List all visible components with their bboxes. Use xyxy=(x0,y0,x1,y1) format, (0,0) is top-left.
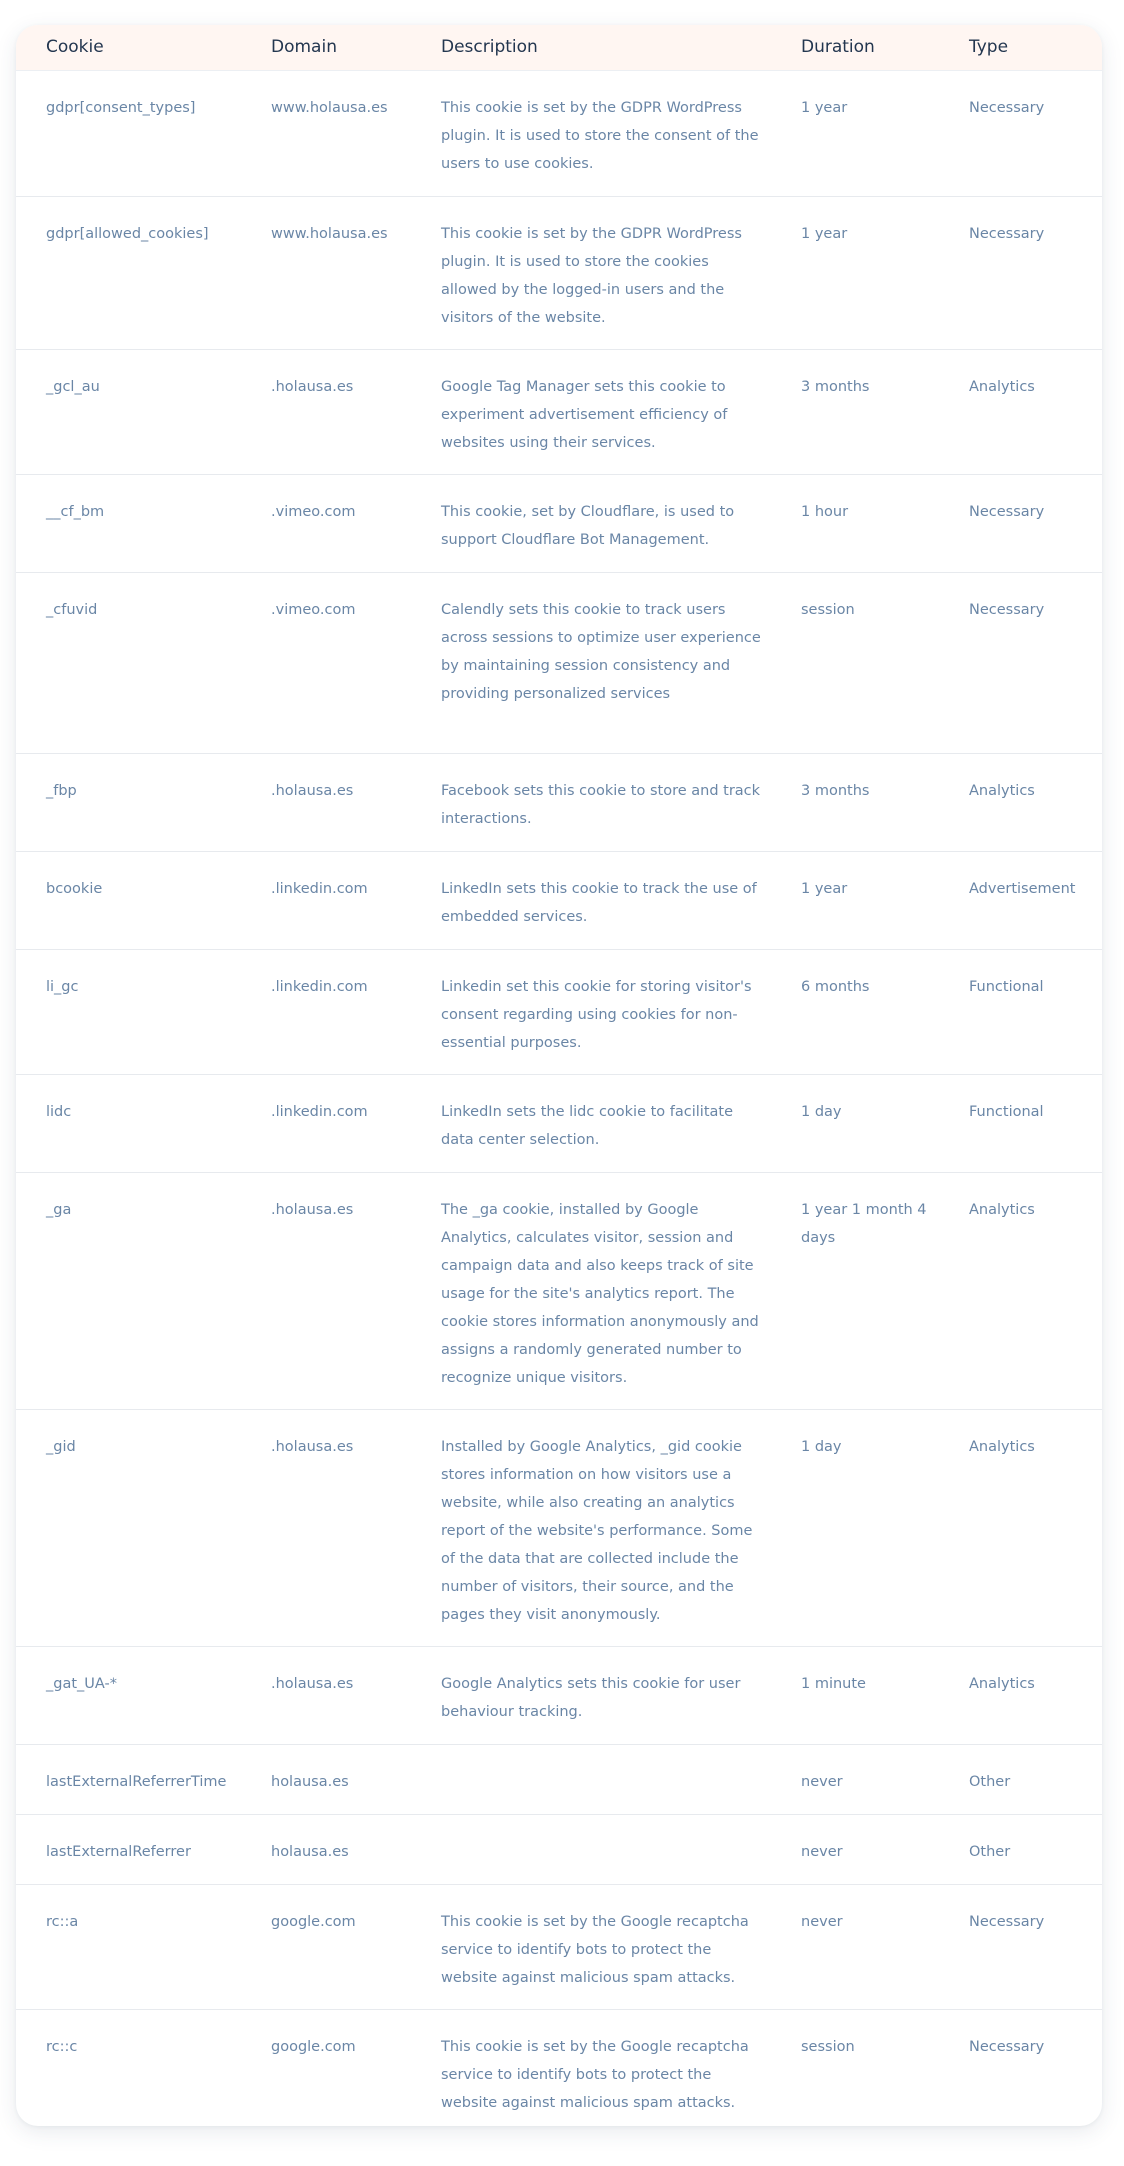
cell-domain: .linkedin.com xyxy=(271,979,368,995)
cell-cookie: rc::a xyxy=(46,1914,79,1930)
cell-domain: .holausa.es xyxy=(271,1676,354,1692)
table-row xyxy=(16,1815,1102,1885)
table-row xyxy=(16,1173,1102,1410)
cell-type: Functional xyxy=(969,1104,1044,1120)
table-row xyxy=(16,852,1102,950)
cell-type: Necessary xyxy=(969,100,1045,116)
cell-cookie: _gcl_au xyxy=(46,379,100,395)
table-row xyxy=(16,2010,1102,2126)
header-cookie: Cookie xyxy=(46,37,104,57)
cell-type: Analytics xyxy=(969,379,1035,395)
cell-description: Google Analytics sets this cookie for user behaviour tracking. xyxy=(441,1676,741,1720)
cell-cookie: lastExternalReferrer xyxy=(46,1844,191,1860)
cell-duration: 1 year 1 month 4 days xyxy=(801,1202,927,1246)
table-row xyxy=(16,1647,1102,1745)
cell-description: LinkedIn sets this cookie to track the use of embedded services. xyxy=(441,881,757,925)
table-row xyxy=(16,197,1102,350)
cell-cookie: lidc xyxy=(46,1104,72,1120)
table-row xyxy=(16,1745,1102,1815)
cell-type: Necessary xyxy=(969,1914,1045,1930)
cell-duration: 1 hour xyxy=(801,504,849,520)
cell-domain: holausa.es xyxy=(271,1774,349,1790)
cell-domain: .holausa.es xyxy=(271,1439,354,1455)
header-domain: Domain xyxy=(271,37,337,57)
cell-cookie: bcookie xyxy=(46,881,103,897)
cell-type: Other xyxy=(969,1774,1011,1790)
cell-duration: 1 day xyxy=(801,1104,842,1120)
cell-description: This cookie, set by Cloudflare, is used to support Cloudflare Bot Management. xyxy=(441,504,735,548)
table-row xyxy=(16,950,1102,1075)
cell-domain: .vimeo.com xyxy=(271,602,356,618)
cell-cookie: _fbp xyxy=(46,783,77,799)
cell-duration: 1 year xyxy=(801,226,848,242)
table-row xyxy=(16,1410,1102,1647)
table-row xyxy=(16,573,1102,754)
header-duration: Duration xyxy=(801,37,875,57)
cell-description: Calendly sets this cookie to track users across sessions to optimize user experience by maintaining session consistency and providing personalized services xyxy=(441,602,761,702)
cell-duration: 1 year xyxy=(801,100,848,116)
cell-duration: 6 months xyxy=(801,979,870,995)
cell-domain: google.com xyxy=(271,1914,356,1930)
table-row xyxy=(16,350,1102,475)
cell-domain: google.com xyxy=(271,2039,356,2055)
cell-duration: 3 months xyxy=(801,783,870,799)
cell-description: This cookie is set by the Google recaptcha service to identify bots to protect the website against malicious spam attacks. xyxy=(441,2039,749,2111)
cell-description: This cookie is set by the GDPR WordPress plugin. It is used to store the consent of the users to use cookies. xyxy=(441,100,759,172)
cell-cookie: __cf_bm xyxy=(46,504,105,520)
cell-description: This cookie is set by the GDPR WordPress plugin. It is used to store the cookies allowed by the logged-in users and the visitors of the website. xyxy=(441,226,742,326)
cell-cookie: _cfuvid xyxy=(46,602,98,618)
cell-description: Google Tag Manager sets this cookie to experiment advertisement efficiency of websites using their services. xyxy=(441,379,728,451)
cell-type: Analytics xyxy=(969,783,1035,799)
cell-description: The _ga cookie, installed by Google Analytics, calculates visitor, session and campaign data and also keeps track of site usage for the site's analytics report. The cookie stores information anonymously and assigns a randomly generated number to recognize unique visitors. xyxy=(441,1202,759,1386)
cell-type: Necessary xyxy=(969,602,1045,618)
table-header xyxy=(16,25,1102,71)
cell-cookie: li_gc xyxy=(46,979,79,995)
cell-cookie: gdpr[consent_types] xyxy=(46,100,196,116)
cell-duration: never xyxy=(801,1774,843,1790)
cell-domain: .vimeo.com xyxy=(271,504,356,520)
cell-domain: .linkedin.com xyxy=(271,1104,368,1120)
cell-type: Analytics xyxy=(969,1202,1035,1218)
cell-domain: www.holausa.es xyxy=(271,100,388,116)
cell-type: Advertisement xyxy=(969,881,1076,897)
cell-description: Installed by Google Analytics, _gid cookie stores information on how visitors use a website, while also creating an analytics report of the website's performance. Some of the data that are collected include the number of visitors, their source, and the pages they visit anonymously. xyxy=(441,1439,753,1623)
cell-type: Functional xyxy=(969,979,1044,995)
cell-domain: .holausa.es xyxy=(271,379,354,395)
cell-duration: session xyxy=(801,602,855,618)
table-row xyxy=(16,1885,1102,2010)
cell-domain: holausa.es xyxy=(271,1844,349,1860)
header-type: Type xyxy=(969,37,1009,57)
table-row xyxy=(16,475,1102,573)
table-row xyxy=(16,71,1102,197)
cell-cookie: _ga xyxy=(46,1202,72,1218)
cell-description: Facebook sets this cookie to store and track interactions. xyxy=(441,783,761,827)
cell-domain: .holausa.es xyxy=(271,1202,354,1218)
cell-cookie: lastExternalReferrerTime xyxy=(46,1774,227,1790)
table-row xyxy=(16,754,1102,852)
table-row xyxy=(16,1075,1102,1173)
cell-domain: .holausa.es xyxy=(271,783,354,799)
cell-duration: 1 minute xyxy=(801,1676,866,1692)
cell-type: Necessary xyxy=(969,504,1045,520)
cookie-table xyxy=(16,25,1102,2126)
cell-type: Necessary xyxy=(969,2039,1045,2055)
cell-duration: 1 year xyxy=(801,881,848,897)
cell-description: Linkedin set this cookie for storing visitor's consent regarding using cookies for non-essential purposes. xyxy=(441,979,752,1051)
cell-duration: never xyxy=(801,1844,843,1860)
cell-duration: 1 day xyxy=(801,1439,842,1455)
cell-type: Analytics xyxy=(969,1676,1035,1692)
cell-type: Other xyxy=(969,1844,1011,1860)
cell-type: Necessary xyxy=(969,226,1045,242)
cell-cookie: _gid xyxy=(46,1439,76,1455)
cell-description: LinkedIn sets the lidc cookie to facilitate data center selection. xyxy=(441,1104,734,1148)
header-description: Description xyxy=(441,37,538,57)
cell-cookie: gdpr[allowed_cookies] xyxy=(46,226,209,242)
cell-cookie: rc::c xyxy=(46,2039,78,2055)
table-body xyxy=(16,71,1102,2126)
cell-duration: session xyxy=(801,2039,855,2055)
cell-description: This cookie is set by the Google recaptcha service to identify bots to protect the website against malicious spam attacks. xyxy=(441,1914,749,1986)
cell-duration: never xyxy=(801,1914,843,1930)
cell-duration: 3 months xyxy=(801,379,870,395)
cell-domain: www.holausa.es xyxy=(271,226,388,242)
cell-cookie: _gat_UA-* xyxy=(46,1676,117,1692)
cell-type: Analytics xyxy=(969,1439,1035,1455)
cell-domain: .linkedin.com xyxy=(271,881,368,897)
